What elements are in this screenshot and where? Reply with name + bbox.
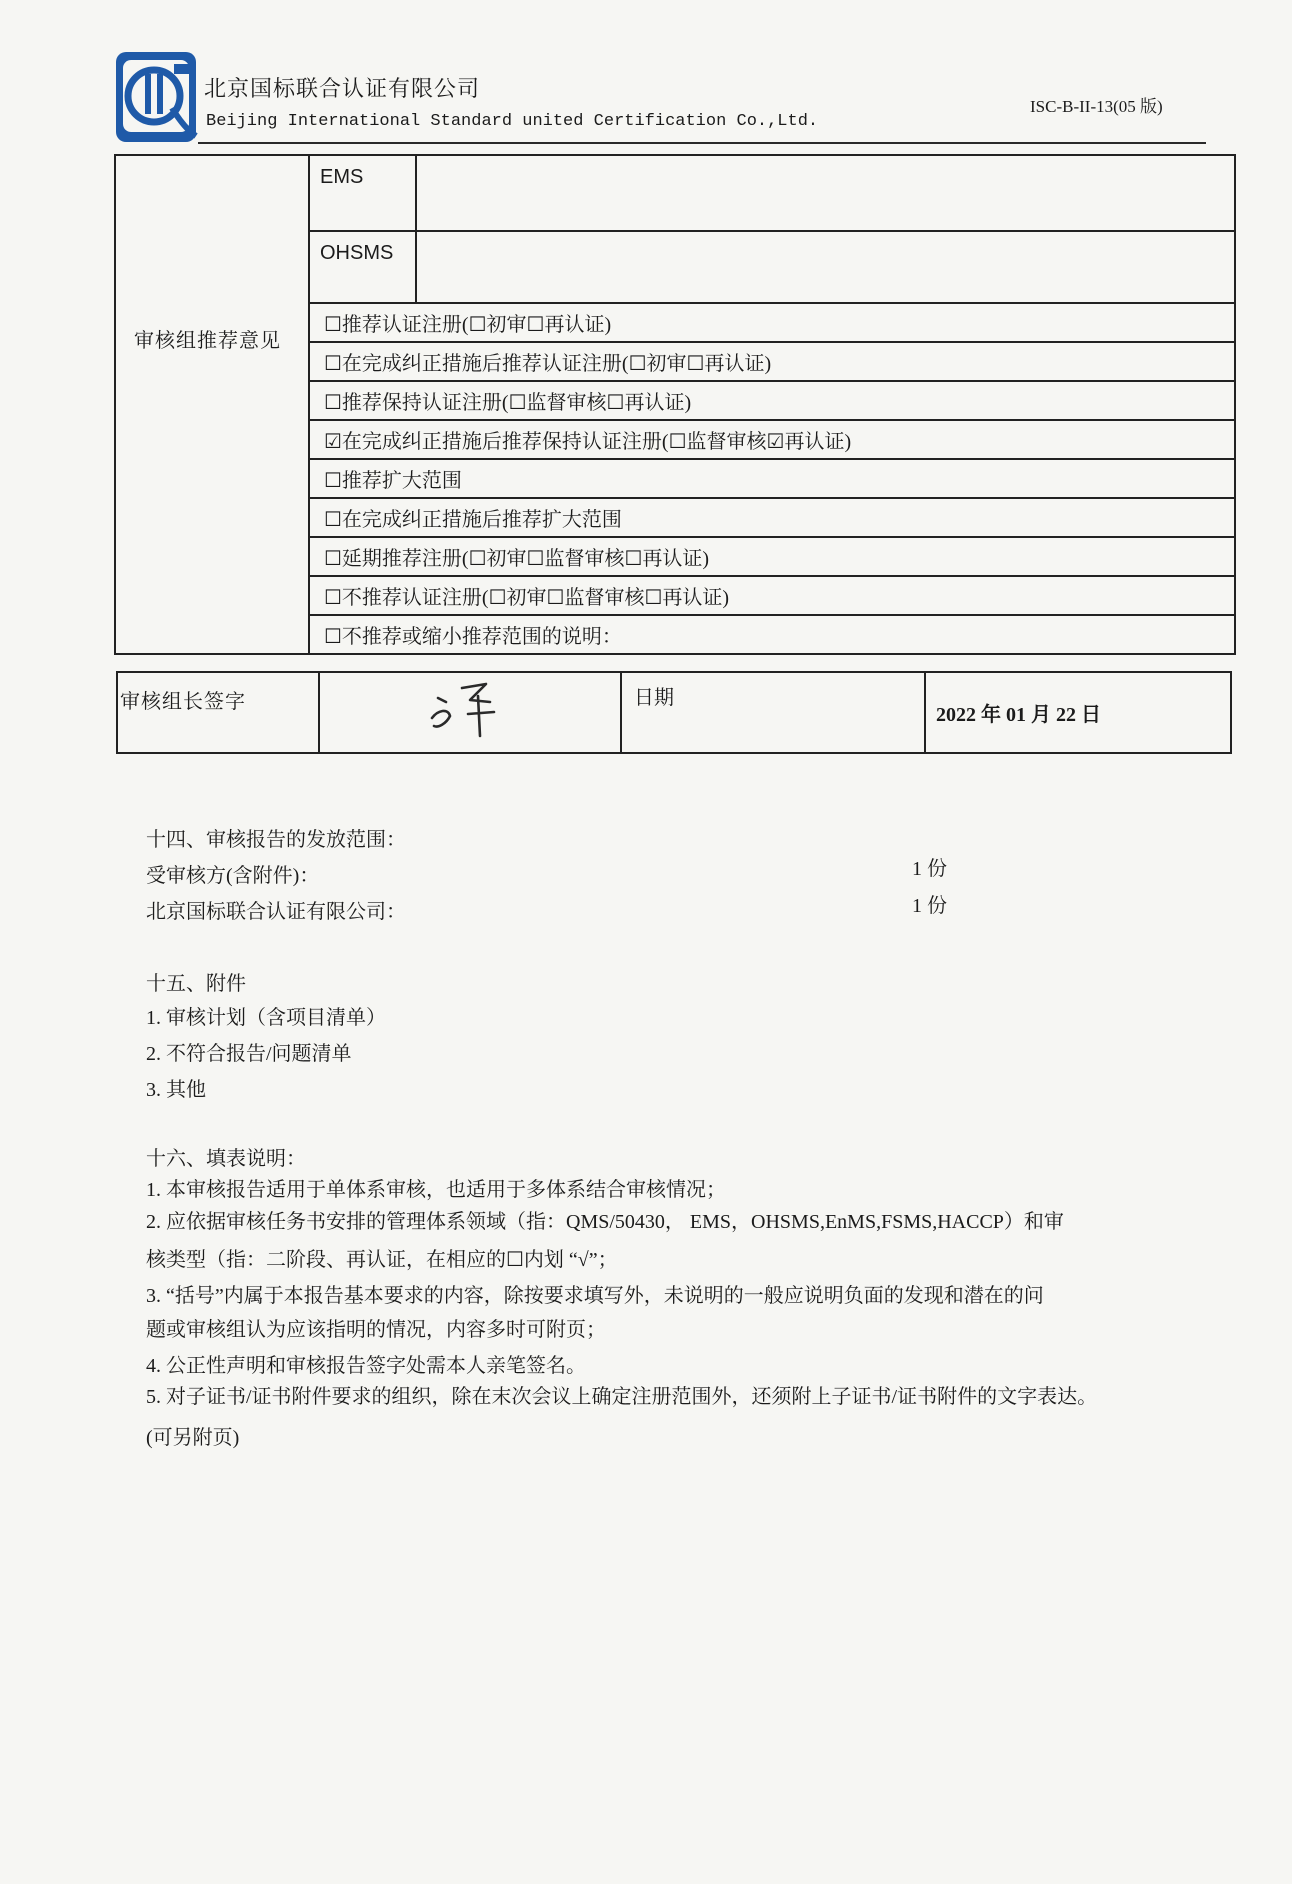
date-value: 2022 年 01 月 22 日: [925, 672, 1231, 753]
instruction-line: 3. “括号”内属于本报告基本要求的内容，除按要求填写外，未说明的一般应说明负面的发现和潜在的问: [146, 1285, 1044, 1307]
recipient-party: 受审核方(含附件)：: [146, 865, 320, 887]
company-name-cn: 北京国标联合认证有限公司: [204, 76, 481, 101]
system-label-ohsms: OHSMS: [309, 231, 416, 303]
recommendation-label: 审核组推荐意见: [115, 155, 309, 654]
recommendation-option: ☐在完成纠正措施后推荐扩大范围: [309, 498, 1235, 537]
table-row: [115, 155, 1235, 231]
recommendation-option: ☐不推荐或缩小推荐范围的说明：: [309, 615, 1235, 654]
attachment-item: 2. 不符合报告/问题清单: [146, 1043, 352, 1065]
recommendation-option: ☐在完成纠正措施后推荐认证注册(☐初审☐再认证): [309, 342, 1235, 381]
recommendation-option: ☐推荐扩大范围: [309, 459, 1235, 498]
date-label: 日期: [621, 672, 925, 753]
attachment-item: 1. 审核计划（含项目清单）: [146, 1007, 386, 1029]
system-value-ohsms: [416, 231, 1235, 303]
recommendation-option: ☐延期推荐注册(☐初审☐监督审核☐再认证): [309, 537, 1235, 576]
recommendation-option: ☐推荐认证注册(☐初审☐再认证): [309, 303, 1235, 342]
recommendation-option-checked: ☑在完成纠正措施后推荐保持认证注册(☐监督审核☑再认证): [309, 420, 1235, 459]
table-row: [117, 672, 1231, 753]
instruction-line: 核类型（指：二阶段、再认证，在相应的☐内划 “√”；: [146, 1249, 618, 1271]
recipient-party: 北京国标联合认证有限公司：: [146, 901, 406, 923]
signature: [428, 678, 508, 742]
review-table: [114, 154, 1236, 655]
signature-cell: [319, 672, 621, 753]
leader-signature-label: 审核组长签字: [117, 672, 319, 753]
company-logo: [114, 50, 198, 144]
instruction-line: 题或审核组认为应该指明的情况，内容多时可附页；: [146, 1319, 606, 1341]
recommendation-option: ☐不推荐认证注册(☐初审☐监督审核☐再认证): [309, 576, 1235, 615]
document-code: ISC-B-II-13(05 版): [1030, 97, 1163, 116]
instructions-title: 十六、填表说明：: [146, 1148, 306, 1170]
company-name-en: Beijing International Standard united Certification Co.,Ltd.: [206, 112, 819, 131]
instruction-line: 1. 本审核报告适用于单体系审核，也适用于多体系结合审核情况；: [146, 1179, 726, 1201]
header-rule: [198, 142, 1206, 144]
system-label-ems: EMS: [309, 155, 416, 231]
recommendation-option: ☐推荐保持认证注册(☐监督审核☐再认证): [309, 381, 1235, 420]
system-value-ems: [416, 155, 1235, 231]
instruction-line: 4. 公正性声明和审核报告签字处需本人亲笔签名。: [146, 1355, 586, 1377]
instruction-line: 5. 对子证书/证书附件要求的组织，除在末次会议上确定注册范围外，还须附上子证书/证书附件的文字表达。: [146, 1386, 1098, 1408]
logo-icon: [114, 50, 198, 144]
recipient-copies: 1 份: [912, 895, 947, 917]
attachments-title: 十五、附件: [146, 973, 246, 995]
instruction-line: (可另附页): [146, 1427, 240, 1449]
distribution-title: 十四、审核报告的发放范围：: [146, 829, 406, 851]
signature-table: [116, 671, 1232, 754]
attachment-item: 3. 其他: [146, 1079, 206, 1101]
recipient-copies: 1 份: [912, 858, 947, 880]
instruction-line: 2. 应依据审核任务书安排的管理体系领域（指：QMS/50430， EMS，OHSMS,EnMS,FSMS,HACCP）和审: [146, 1211, 1064, 1233]
